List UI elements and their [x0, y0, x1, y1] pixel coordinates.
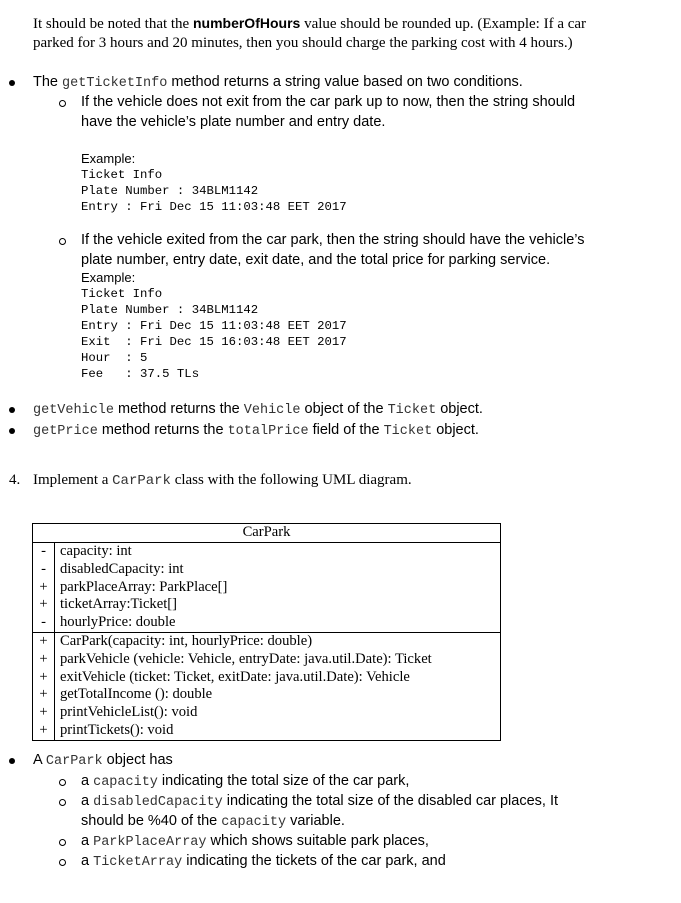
- code-line: Ticket Info: [81, 287, 163, 301]
- section-4-heading: [33, 472, 412, 489]
- intro-text: It should be noted that the: [33, 16, 193, 32]
- uml-method-row: [33, 704, 501, 722]
- code-capacity: capacity: [93, 775, 158, 790]
- code-getvehicle: getVehicle: [33, 403, 115, 418]
- example-block-2: [81, 287, 347, 382]
- uml-field: disabledCapacity: int: [55, 561, 501, 579]
- code-ticketarray: TicketArray: [93, 855, 183, 870]
- text: a: [81, 853, 94, 869]
- uml-method: printVehicleList(): void: [55, 704, 501, 722]
- numberofhours-term: numberOfHours: [192, 15, 301, 31]
- text: object has: [102, 752, 173, 768]
- carpark-item-parkplacearray: [81, 833, 429, 850]
- text: a: [81, 793, 94, 809]
- visibility-marker: +: [33, 651, 55, 669]
- carpark-item-disabled: [81, 793, 558, 810]
- getprice-line: [33, 422, 479, 439]
- visibility-marker: +: [33, 669, 55, 687]
- visibility-marker: +: [33, 722, 55, 740]
- code-parkplacearray: ParkPlaceArray: [93, 835, 207, 850]
- example-block-1: [81, 168, 347, 216]
- text: variable.: [286, 813, 345, 829]
- cond2-line-1: If the vehicle exited from the car park, then the string should have the vehicle’s: [81, 232, 585, 248]
- code-disabledcapacity: disabledCapacity: [93, 795, 223, 810]
- text: indicating the total size of the car park,: [157, 773, 410, 789]
- uml-method: exitVehicle (ticket: Ticket, exitDate: java.util.Date): Vehicle: [55, 669, 501, 687]
- uml-method-row: [33, 632, 501, 650]
- uml-field-row: [33, 596, 501, 614]
- text: object.: [436, 401, 483, 417]
- visibility-marker: -: [33, 561, 55, 579]
- code-carpark: CarPark: [112, 473, 171, 489]
- uml-field-row: [33, 561, 501, 579]
- text: class with the following UML diagram.: [170, 472, 412, 488]
- uml-field-row: [33, 543, 501, 561]
- text: which shows suitable park places,: [206, 833, 429, 849]
- text: object of the: [300, 401, 388, 417]
- carpark-item-disabled-line-2: [81, 813, 345, 830]
- code-capacity: capacity: [221, 815, 287, 830]
- section-4-number: 4.: [9, 472, 21, 488]
- carpark-lead: [33, 752, 173, 769]
- uml-class-name: CarPark: [33, 524, 501, 543]
- bullet-icon: [9, 80, 15, 86]
- visibility-marker: -: [33, 543, 55, 561]
- ticketinfo-lead: [33, 74, 523, 91]
- cond1-line-2: have the vehicle’s plate number and entry date.: [81, 114, 386, 130]
- example-label-1: Example:: [81, 151, 136, 166]
- sub-bullet-icon: [59, 100, 66, 107]
- intro-line-2: parked for 3 hours and 20 minutes, then you should charge the parking cost with 4 hours.): [33, 35, 573, 51]
- uml-method: getTotalIncome (): double: [55, 686, 501, 704]
- text: A: [33, 752, 46, 768]
- code-line: Ticket Info: [81, 168, 163, 182]
- code-getticketinfo: getTicketInfo: [62, 76, 168, 91]
- text: Implement a: [33, 472, 113, 488]
- code-line: Fee : 37.5 TLs: [81, 366, 200, 381]
- code-ticket: Ticket: [383, 424, 433, 439]
- text: field of the: [308, 422, 384, 438]
- uml-diagram: [32, 523, 501, 741]
- uml-method: CarPark(capacity: int, hourlyPrice: double): [55, 632, 501, 650]
- code-line: Plate Number : 34BLM1142: [81, 183, 259, 198]
- code-ticket: Ticket: [387, 403, 437, 418]
- intro-text: value should be rounded up. (Example: If a car: [300, 16, 587, 32]
- sub-bullet-icon: [59, 238, 66, 245]
- bullet-icon: [9, 407, 15, 413]
- code-vehicle: Vehicle: [243, 403, 301, 418]
- code-totalprice: totalPrice: [227, 424, 309, 439]
- code-line: Exit : Fri Dec 15 16:03:48 EET 2017: [81, 334, 347, 349]
- cond2-line-2: plate number, entry date, exit date, and the total price for parking service.: [81, 252, 551, 268]
- text: object.: [432, 422, 479, 438]
- text: indicating the total size of the disabled car places, It: [222, 793, 559, 809]
- example-label-2: Example:: [81, 270, 136, 285]
- code-line: Entry : Fri Dec 15 11:03:48 EET 2017: [81, 318, 347, 333]
- code-getprice: getPrice: [33, 424, 98, 439]
- uml-method-row: [33, 686, 501, 704]
- uml-method-row: [33, 669, 501, 687]
- bullet-icon: [9, 758, 15, 764]
- visibility-marker: +: [33, 686, 55, 704]
- text: a: [81, 833, 94, 849]
- carpark-item-ticketarray: [81, 853, 446, 870]
- text: a: [81, 773, 94, 789]
- visibility-marker: -: [33, 614, 55, 632]
- intro-line-1: [33, 15, 586, 33]
- sub-bullet-icon: [59, 799, 66, 806]
- visibility-marker: +: [33, 632, 55, 650]
- cond1-line-1: If the vehicle does not exit from the car park up to now, then the string should: [81, 94, 576, 110]
- uml-method-row: [33, 722, 501, 740]
- uml-field: capacity: int: [55, 543, 501, 561]
- uml-method: parkVehicle (vehicle: Vehicle, entryDate: java.util.Date): Ticket: [55, 651, 501, 669]
- text: indicating the tickets of the car park, and: [182, 853, 446, 869]
- uml-field-row: [33, 579, 501, 597]
- sub-bullet-icon: [59, 859, 66, 866]
- code-line: Hour : 5: [81, 350, 148, 365]
- code-line: Plate Number : 34BLM1142: [81, 302, 259, 317]
- uml-field: hourlyPrice: double: [55, 614, 501, 632]
- sub-bullet-icon: [59, 839, 66, 846]
- visibility-marker: +: [33, 596, 55, 614]
- getvehicle-line: [33, 401, 483, 418]
- uml-field: parkPlaceArray: ParkPlace[]: [55, 579, 501, 597]
- code-line: Entry : Fri Dec 15 11:03:48 EET 2017: [81, 199, 347, 214]
- carpark-item-capacity: [81, 773, 409, 790]
- text: method returns the: [97, 422, 228, 438]
- text: The: [33, 74, 63, 90]
- visibility-marker: +: [33, 704, 55, 722]
- uml-field: ticketArray:Ticket[]: [55, 596, 501, 614]
- code-carpark: CarPark: [45, 754, 103, 769]
- visibility-marker: +: [33, 579, 55, 597]
- text: method returns a string value based on two conditions.: [167, 74, 523, 90]
- uml-method: printTickets(): void: [55, 722, 501, 740]
- sub-bullet-icon: [59, 779, 66, 786]
- uml-method-row: [33, 651, 501, 669]
- bullet-icon: [9, 428, 15, 434]
- uml-field-row: [33, 614, 501, 632]
- text: method returns the: [114, 401, 244, 417]
- text: should be %40 of the: [81, 813, 222, 829]
